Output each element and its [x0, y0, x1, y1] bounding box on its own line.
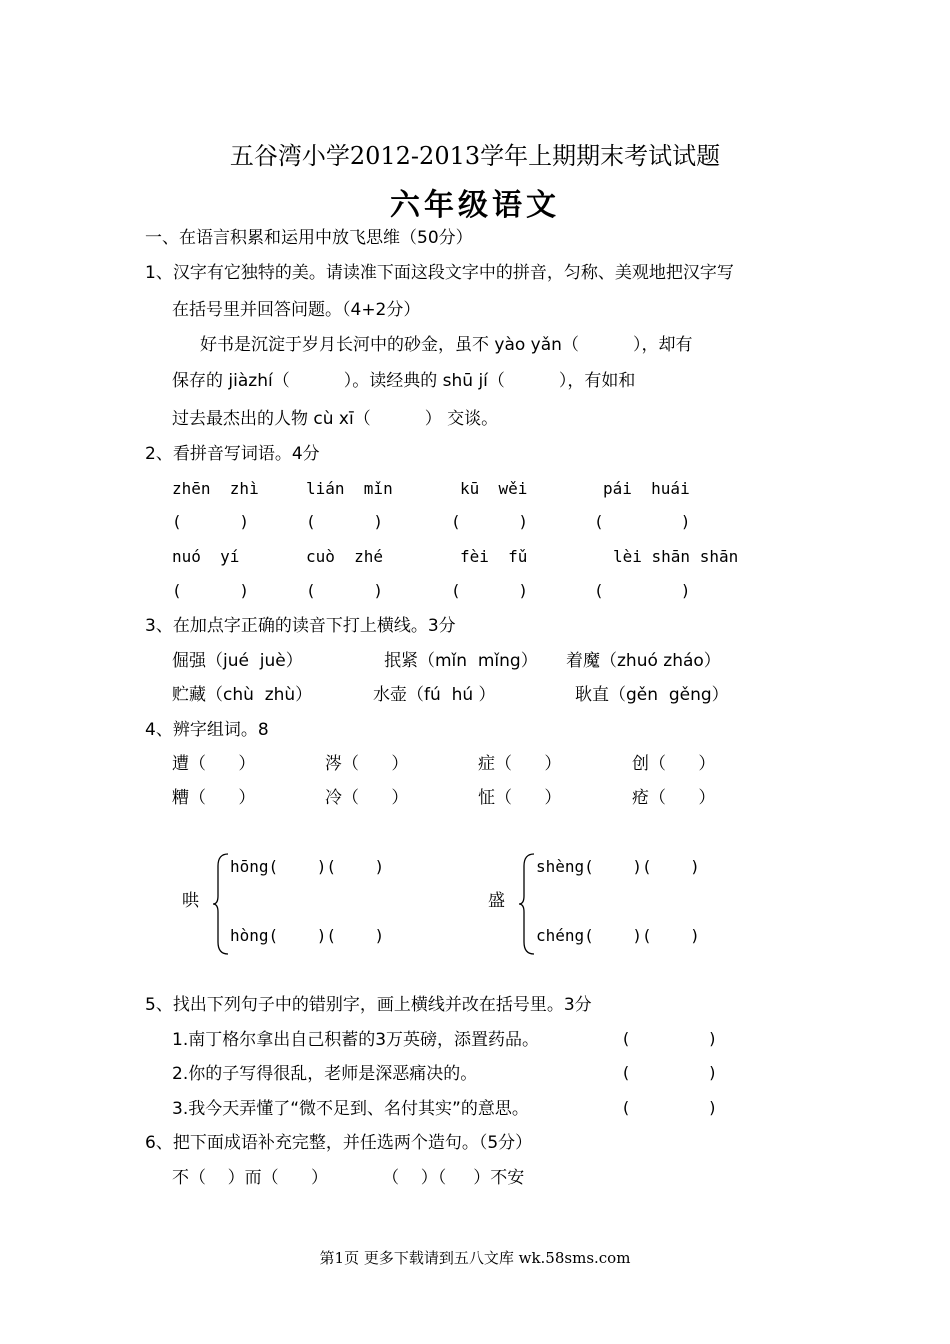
q4-item: 症（ ） [478, 754, 562, 774]
q4-heading: 4、辨字组词。8 [145, 720, 269, 740]
answer-blank: ( ) [594, 581, 691, 600]
q3-option: 耿直（gěn gěng） [575, 685, 729, 705]
pinyin-item: cuò zhé [306, 547, 384, 566]
answer-blank: ( ) [621, 1063, 718, 1082]
q4-item: 怔（ ） [478, 788, 562, 808]
q4-item: 创（ ） [632, 754, 716, 774]
pinyin-item: zhēn zhì [172, 479, 259, 498]
q3-option: 贮藏（chù zhù） [172, 685, 313, 705]
q3-option: 抿紧（mǐn mǐng） [384, 651, 538, 671]
polyphone-reading: chéng( )( ) [536, 926, 700, 945]
polyphone-reading: shèng( )( ) [536, 857, 700, 876]
q3-option: 水壶（fú hú ） [373, 685, 496, 705]
answer-blank: ( ) [621, 1098, 718, 1117]
q5-sentence: 1.南丁格尔拿出自己积蓄的3万英磅，添置药品。 [172, 1030, 540, 1050]
q6-idioms: 不（ ）而（ ） （ ）（ ）不安 [172, 1168, 525, 1188]
answer-blank: ( ) [451, 581, 529, 600]
q4-item: 疮（ ） [632, 788, 716, 808]
brace-icon [212, 852, 232, 956]
answer-blank: ( ) [172, 581, 250, 600]
q1-line-2: 在括号里并回答问题。（4+2分） [172, 300, 421, 320]
pinyin-item: lèi shān shān [613, 547, 739, 566]
q5-sentence: 3.我今天弄懂了“微不足到、名付其实”的意思。 [172, 1099, 529, 1119]
pinyin-item: nuó yí [172, 547, 240, 566]
polyphone-char: 盛 [488, 891, 505, 911]
polyphone-reading: hōng( )( ) [230, 857, 385, 876]
q1-line-4: 保存的 jiàzhí（ ）。读经典的 shū jí（ ），有如和 [172, 371, 636, 391]
q3-option: 倔强（jué juè） [172, 651, 303, 671]
pinyin-item: kū wěi [460, 479, 528, 498]
q4-item: 冷（ ） [325, 788, 409, 808]
exam-subtitle: 六年级语文 [390, 188, 560, 223]
answer-blank: ( ) [594, 512, 691, 531]
q1-line-3: 好书是沉淀于岁月长河中的砂金，虽不 yào yǎn（ ），却有 [200, 335, 693, 355]
answer-blank: ( ) [621, 1029, 718, 1048]
q3-heading: 3、在加点字正确的读音下打上横线。3分 [145, 616, 456, 636]
q4-item: 涔（ ） [325, 754, 409, 774]
q1-line-1: 1、汉字有它独特的美。请读准下面这段文字中的拼音，匀称、美观地把汉字写 [145, 263, 734, 283]
q5-heading: 5、找出下列句子中的错别字，画上横线并改在括号里。3分 [145, 995, 592, 1015]
q4-item: 糟（ ） [172, 788, 256, 808]
polyphone-char: 哄 [182, 891, 199, 911]
pinyin-item: lián mǐn [306, 479, 393, 498]
answer-blank: ( ) [451, 512, 529, 531]
brace-icon [518, 852, 538, 956]
answer-blank: ( ) [306, 581, 384, 600]
section-heading: 一、在语言积累和运用中放飞思维（50分） [145, 228, 473, 248]
page-footer: 第1页 更多下载请到五八文库 wk.58sms.com [319, 1249, 631, 1267]
answer-blank: ( ) [172, 512, 250, 531]
q3-option: 着魔（zhuó zháo） [566, 651, 721, 671]
pinyin-item: fèi fǔ [460, 547, 528, 566]
q1-line-5: 过去最杰出的人物 cù xī（ ） 交谈。 [172, 409, 499, 429]
q6-heading: 6、把下面成语补充完整，并任选两个造句。（5分） [145, 1133, 533, 1153]
q5-sentence: 2.你的子写得很乱，老师是深恶痛决的。 [172, 1064, 478, 1084]
polyphone-reading: hòng( )( ) [230, 926, 385, 945]
q2-heading: 2、看拼音写词语。4分 [145, 444, 320, 464]
exam-title: 五谷湾小学2012-2013学年上期期末考试试题 [229, 142, 721, 170]
answer-blank: ( ) [306, 512, 384, 531]
q4-item: 遭（ ） [172, 754, 256, 774]
pinyin-item: pái huái [603, 479, 690, 498]
